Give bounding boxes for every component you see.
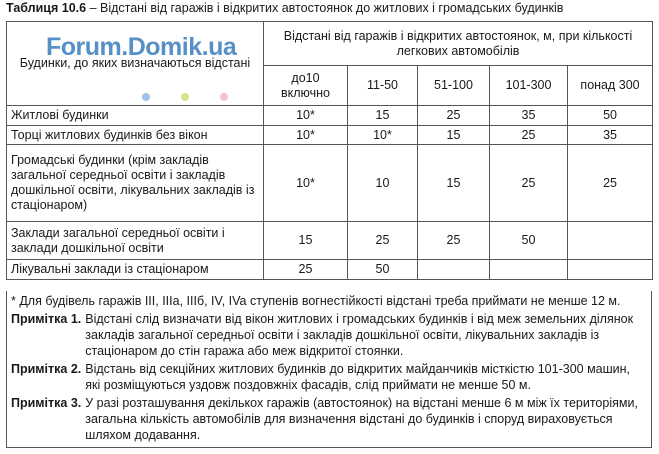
watermark-dot-icon [142, 93, 150, 101]
table-cell: 50 [348, 260, 418, 280]
note-text: Відстань від секційних житлових будинків до відкритих майданчиків місткістю 101-300 машин, які розміщуються уздовж поздовжніх фасадів, слід приймати не менше 50 м. [85, 362, 631, 392]
table-cell: 35 [568, 126, 653, 145]
table-cell: 25 [264, 260, 348, 280]
note-label: Примітка 2. [11, 362, 82, 376]
table-cell [418, 260, 490, 280]
table-row [7, 260, 653, 280]
watermark-dot-icon [181, 93, 189, 101]
row-header-text: Будинки, до яких визначаються відстані [19, 56, 251, 70]
note-label: Примітка 1. [11, 312, 82, 326]
note [11, 361, 647, 393]
note [11, 395, 647, 443]
table-cell: 10* [264, 126, 348, 145]
table-cell: 50 [490, 222, 568, 260]
group-header-cell [264, 22, 653, 66]
note-label: Примітка 3. [11, 396, 82, 410]
table-cell: 25 [568, 145, 653, 222]
table-cell: 25 [490, 145, 568, 222]
table-row [7, 106, 653, 126]
group-header-text: Відстані від гаражів і відкритих автостоянок, м, при кількості легкових автомобілів [283, 28, 633, 58]
table-cell: 15 [418, 126, 490, 145]
table-cell [568, 260, 653, 280]
column-header: понад 300 [568, 66, 653, 106]
footnote: * Для будівель гаражів III, IIIa, IIIб, IV, IVa ступенів вогнестійкості відстані треба приймати не менше 12 м. [11, 294, 621, 308]
table-cell: 10 [348, 145, 418, 222]
note-text: Відстані слід визначати від вікон житлових і громадських будинків і від меж земельних ділянок закладів загальної середньої освіти і закладів дошкільної освіти, лікувальних закладів із стаціонаром до стін гаража або меж відкритої стоянки. [85, 312, 634, 358]
row-name: Заклади загальної середньої освіти і заклади дошкільної освіти [7, 222, 264, 260]
table-cell: 10* [264, 106, 348, 126]
table-row [7, 145, 653, 222]
table-cell: 15 [348, 106, 418, 126]
column-header: до10 включно [264, 66, 348, 106]
table-cell: 50 [568, 106, 653, 126]
note-text: У разі розташування декількох гаражів (автостоянок) на відстані менше 6 м між їх територіями, загальна кількість автомобілів для визначення відстані до будинків і споруд вираховується шляхом додавання. [85, 396, 638, 442]
table-cell [568, 222, 653, 260]
column-header: 101-300 [490, 66, 568, 106]
row-name: Громадські будинки (крім закладів загальної середньої освіти і закладів дошкільної освіти, лікувальних закладів із стаціонаром) [7, 145, 264, 222]
row-name: Житлові будинки [7, 106, 264, 126]
watermark-dot-icon [220, 93, 228, 101]
table-cell: 25 [418, 222, 490, 260]
table-cell: 10* [348, 126, 418, 145]
notes-section [6, 291, 652, 448]
table-cell: 35 [490, 106, 568, 126]
table-cell: 25 [490, 126, 568, 145]
table-row [7, 222, 653, 260]
table-title [6, 1, 563, 15]
table-cell: 25 [418, 106, 490, 126]
table-cell: 25 [348, 222, 418, 260]
table-title-text: – Відстані від гаражів і відкритих автостоянок до житлових і громадських будинків [86, 1, 564, 15]
watermark-dots [142, 88, 259, 106]
table-cell: 15 [418, 145, 490, 222]
watermark-logo: Forum.Domik.ua [46, 33, 237, 61]
column-header: 11-50 [348, 66, 418, 106]
table-title-label: Таблиця 10.6 [6, 1, 87, 15]
table-cell: 15 [264, 222, 348, 260]
column-header: 51-100 [418, 66, 490, 106]
table-cell: 10* [264, 145, 348, 222]
table-row [7, 126, 653, 145]
row-name: Лікувальні заклади із стаціонаром [7, 260, 264, 280]
row-name: Торці житлових будинків без вікон [7, 126, 264, 145]
note [11, 311, 647, 359]
table-cell [490, 260, 568, 280]
